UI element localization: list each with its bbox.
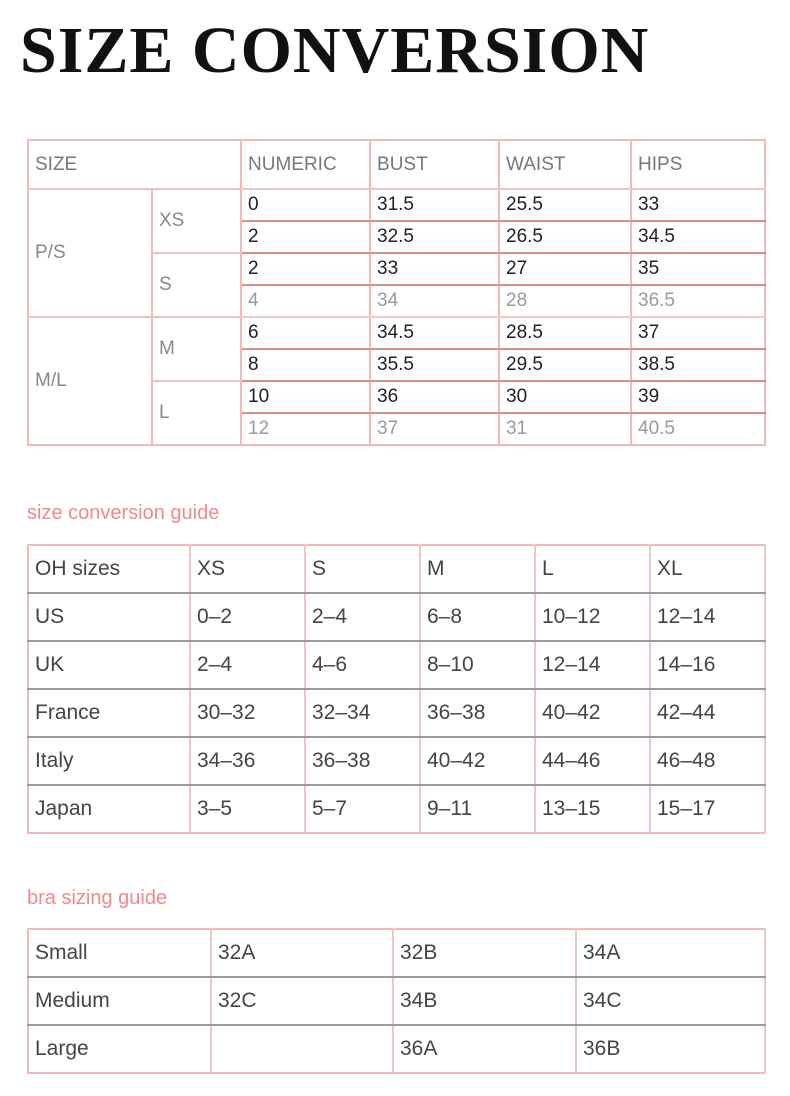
region-cell: Japan	[28, 785, 190, 833]
table-cell: 46–48	[650, 737, 765, 785]
group-label: P/S	[28, 189, 152, 317]
table-cell: 42–44	[650, 689, 765, 737]
table-row	[28, 1025, 765, 1073]
numeric-cell: 0	[241, 189, 370, 221]
table-cell: 36B	[576, 1025, 765, 1073]
header-cell: OH sizes	[28, 545, 190, 593]
size-chart-table	[27, 139, 766, 446]
numeric-cell: 10	[241, 381, 370, 413]
header-hips: HIPS	[631, 140, 765, 189]
waist-cell: 28	[499, 285, 631, 317]
region-cell: US	[28, 593, 190, 641]
waist-cell: 28.5	[499, 317, 631, 349]
hips-cell: 40.5	[631, 413, 765, 445]
table-row	[28, 317, 765, 349]
table-cell: 44–46	[535, 737, 650, 785]
table-cell: 2–4	[190, 641, 305, 689]
table-cell: 8–10	[420, 641, 535, 689]
table-row	[28, 977, 765, 1025]
table-row	[28, 689, 765, 737]
table-row	[28, 785, 765, 833]
numeric-cell: 2	[241, 221, 370, 253]
bust-cell: 33	[370, 253, 499, 285]
waist-cell: 29.5	[499, 349, 631, 381]
numeric-cell: 2	[241, 253, 370, 285]
table-cell: 6–8	[420, 593, 535, 641]
hips-cell: 35	[631, 253, 765, 285]
table-cell: 34C	[576, 977, 765, 1025]
table-header-row	[28, 545, 765, 593]
table-cell: 3–5	[190, 785, 305, 833]
table-cell: 40–42	[535, 689, 650, 737]
table-cell: 14–16	[650, 641, 765, 689]
bust-cell: 31.5	[370, 189, 499, 221]
region-cell: Italy	[28, 737, 190, 785]
bust-cell: 37	[370, 413, 499, 445]
bra-size-label: Medium	[28, 977, 211, 1025]
table-cell: 34B	[393, 977, 576, 1025]
waist-cell: 31	[499, 413, 631, 445]
header-waist: WAIST	[499, 140, 631, 189]
table-row	[28, 737, 765, 785]
bra-guide-label: bra sizing guide	[27, 887, 168, 909]
size-label: M	[152, 317, 241, 381]
hips-cell: 37	[631, 317, 765, 349]
numeric-cell: 6	[241, 317, 370, 349]
bra-size-label: Large	[28, 1025, 211, 1073]
table-cell: 15–17	[650, 785, 765, 833]
header-bust: BUST	[370, 140, 499, 189]
waist-cell: 27	[499, 253, 631, 285]
table-cell: 9–11	[420, 785, 535, 833]
header-numeric: NUMERIC	[241, 140, 370, 189]
table-cell: 32C	[211, 977, 393, 1025]
table-cell: 13–15	[535, 785, 650, 833]
hips-cell: 38.5	[631, 349, 765, 381]
bra-size-label: Small	[28, 929, 211, 977]
table-cell: 0–2	[190, 593, 305, 641]
table-cell: 34–36	[190, 737, 305, 785]
bust-cell: 34	[370, 285, 499, 317]
region-cell: UK	[28, 641, 190, 689]
table-cell: 12–14	[650, 593, 765, 641]
table-row	[28, 929, 765, 977]
table-cell: 4–6	[305, 641, 420, 689]
header-cell: S	[305, 545, 420, 593]
table-cell: 32B	[393, 929, 576, 977]
table-cell: 40–42	[420, 737, 535, 785]
table-cell: 36A	[393, 1025, 576, 1073]
table-cell: 36–38	[420, 689, 535, 737]
header-cell: XL	[650, 545, 765, 593]
numeric-cell: 8	[241, 349, 370, 381]
numeric-cell: 12	[241, 413, 370, 445]
waist-cell: 25.5	[499, 189, 631, 221]
table-header-row	[28, 140, 765, 189]
bust-cell: 34.5	[370, 317, 499, 349]
waist-cell: 26.5	[499, 221, 631, 253]
table-cell: 36–38	[305, 737, 420, 785]
header-cell: L	[535, 545, 650, 593]
page-title: SIZE CONVERSION	[20, 14, 650, 87]
hips-cell: 39	[631, 381, 765, 413]
group-label: M/L	[28, 317, 152, 445]
table-cell	[211, 1025, 393, 1073]
conversion-guide-label: size conversion guide	[27, 502, 220, 524]
table-row	[28, 593, 765, 641]
table-row	[28, 641, 765, 689]
size-label: L	[152, 381, 241, 445]
bust-cell: 35.5	[370, 349, 499, 381]
table-cell: 10–12	[535, 593, 650, 641]
bust-cell: 36	[370, 381, 499, 413]
bust-cell: 32.5	[370, 221, 499, 253]
table-cell: 32–34	[305, 689, 420, 737]
table-cell: 32A	[211, 929, 393, 977]
size-label: XS	[152, 189, 241, 253]
table-cell: 5–7	[305, 785, 420, 833]
waist-cell: 30	[499, 381, 631, 413]
table-cell: 12–14	[535, 641, 650, 689]
region-cell: France	[28, 689, 190, 737]
conversion-guide-table	[27, 544, 766, 834]
table-cell: 34A	[576, 929, 765, 977]
size-label: S	[152, 253, 241, 317]
hips-cell: 34.5	[631, 221, 765, 253]
header-cell: XS	[190, 545, 305, 593]
table-row	[28, 189, 765, 221]
table-cell: 2–4	[305, 593, 420, 641]
header-size: SIZE	[28, 140, 241, 189]
numeric-cell: 4	[241, 285, 370, 317]
header-cell: M	[420, 545, 535, 593]
table-cell: 30–32	[190, 689, 305, 737]
hips-cell: 33	[631, 189, 765, 221]
bra-guide-table	[27, 928, 766, 1074]
hips-cell: 36.5	[631, 285, 765, 317]
